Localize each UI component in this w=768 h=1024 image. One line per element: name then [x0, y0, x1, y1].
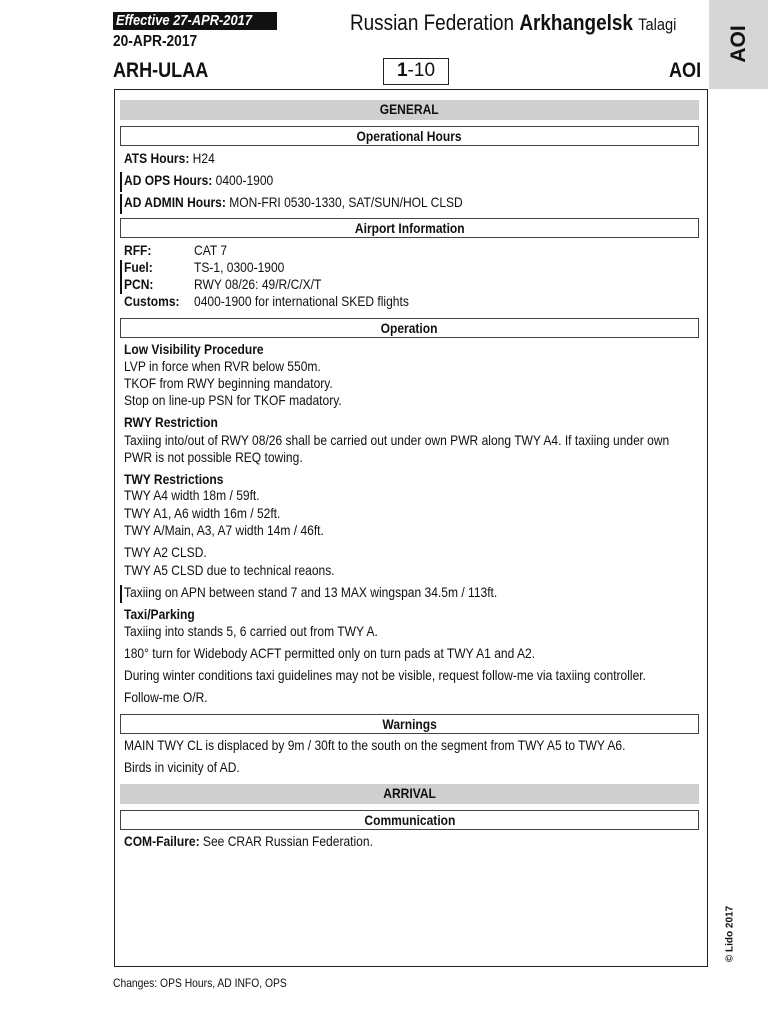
arrival-heading: ARRIVAL	[120, 784, 699, 804]
taxi-parking-line: Taxiing into stands 5, 6 carried out from TWY A.	[124, 623, 378, 639]
pcn-label: PCN:	[124, 276, 154, 292]
rff-value: CAT 7	[194, 242, 228, 258]
twy-restrictions-title: TWY Restrictions	[124, 471, 224, 487]
title-airport: Talagi	[638, 15, 677, 34]
ad-admin-hours-label: AD ADMIN Hours:	[124, 194, 226, 210]
title-city: Arkhangelsk	[519, 10, 633, 35]
ad-ops-hours-value: 0400-1900	[215, 172, 274, 188]
ats-hours-value: H24	[192, 150, 215, 166]
ad-admin-hours-value: MON-FRI 0530-1330, SAT/SUN/HOL CLSD	[229, 194, 463, 210]
pcn-value: RWY 08/26: 49/R/C/X/T	[194, 276, 322, 292]
com-failure-label: COM-Failure:	[124, 833, 200, 849]
operation-heading: Operation	[120, 318, 699, 338]
operational-hours-heading: Operational Hours	[120, 126, 699, 146]
airport-information-heading: Airport Information	[120, 218, 699, 238]
twy-closed-line: TWY A2 CLSD.	[124, 544, 207, 560]
copyright-notice: © Lido 2017	[724, 905, 736, 963]
twy-restriction-line: TWY A/Main, A3, A7 width 14m / 46ft.	[124, 522, 324, 538]
section-tab-label: AOI	[727, 25, 750, 63]
effective-date-banner	[113, 12, 277, 30]
communication-heading: Communication	[120, 810, 699, 830]
taxi-parking-line: During winter conditions taxi guidelines may not be visible, request follow-me via taxiing controller.	[124, 667, 646, 683]
icao-code: ARH-ULAA	[113, 59, 209, 82]
warnings-heading: Warnings	[120, 714, 699, 734]
general-heading: GENERAL	[120, 100, 699, 120]
ad-ops-hours-line	[124, 172, 298, 188]
rwy-restriction-line: PWR is not possible REQ towing.	[124, 449, 303, 465]
ad-ops-hours-label: AD OPS Hours:	[124, 172, 213, 188]
taxi-parking-line: 180° turn for Widebody ACFT permitted only on turn pads at TWY A1 and A2.	[124, 645, 536, 661]
fuel-label: Fuel:	[124, 259, 153, 275]
com-failure-value: See CRAR Russian Federation.	[202, 833, 373, 849]
ats-hours-line	[124, 150, 230, 166]
change-bar	[120, 585, 122, 603]
lvp-line: Stop on line-up PSN for TKOF madatory.	[124, 392, 342, 408]
twy-restriction-line: TWY A1, A6 width 16m / 52ft.	[124, 505, 281, 521]
warning-line: Birds in vicinity of AD.	[124, 759, 240, 775]
twy-closed-line: TWY A5 CLSD due to technical reaons.	[124, 562, 335, 578]
customs-label: Customs:	[124, 293, 180, 309]
taxi-parking-line: Follow-me O/R.	[124, 689, 208, 705]
change-bar	[120, 194, 122, 214]
lvp-title: Low Visibility Procedure	[124, 341, 264, 357]
page-number-sub: -10	[407, 60, 436, 81]
rwy-restriction-title: RWY Restriction	[124, 414, 218, 430]
ats-hours-label: ATS Hours:	[124, 150, 190, 166]
section-code: AOI	[669, 59, 702, 82]
page-number-box	[383, 58, 449, 85]
lvp-line: TKOF from RWY beginning mandatory.	[124, 375, 333, 391]
page-number-main: 1	[396, 60, 408, 81]
changes-note: Changes: OPS Hours, AD INFO, OPS	[113, 976, 287, 990]
change-bar	[120, 172, 122, 192]
fuel-value: TS-1, 0300-1900	[194, 259, 285, 275]
lvp-line: LVP in force when RVR below 550m.	[124, 358, 321, 374]
section-tab	[709, 0, 768, 89]
taxi-parking-title: Taxi/Parking	[124, 606, 195, 622]
warning-line: MAIN TWY CL is displaced by 9m / 30ft to the south on the segment from TWY A5 to TWY A6.	[124, 737, 626, 753]
rwy-restriction-line: Taxiing into/out of RWY 08/26 shall be carried out under own PWR along TWY A4. If taxiing under own	[124, 432, 670, 448]
rff-label: RFF:	[124, 242, 152, 258]
twy-restriction-line: TWY A4 width 18m / 59ft.	[124, 487, 260, 503]
com-failure-line	[124, 833, 413, 849]
change-bar	[120, 260, 122, 294]
customs-value: 0400-1900 for international SKED flights	[194, 293, 409, 309]
ad-admin-hours-line	[124, 194, 518, 210]
issue-date: 20-APR-2017	[113, 33, 198, 50]
title-country: Russian Federation	[350, 10, 515, 35]
effective-date-text: Effective 27-APR-2017	[116, 12, 253, 29]
apn-wingspan-line: Taxiing on APN between stand 7 and 13 MAX wingspan 34.5m / 113ft.	[124, 584, 498, 600]
page-title	[350, 10, 730, 36]
